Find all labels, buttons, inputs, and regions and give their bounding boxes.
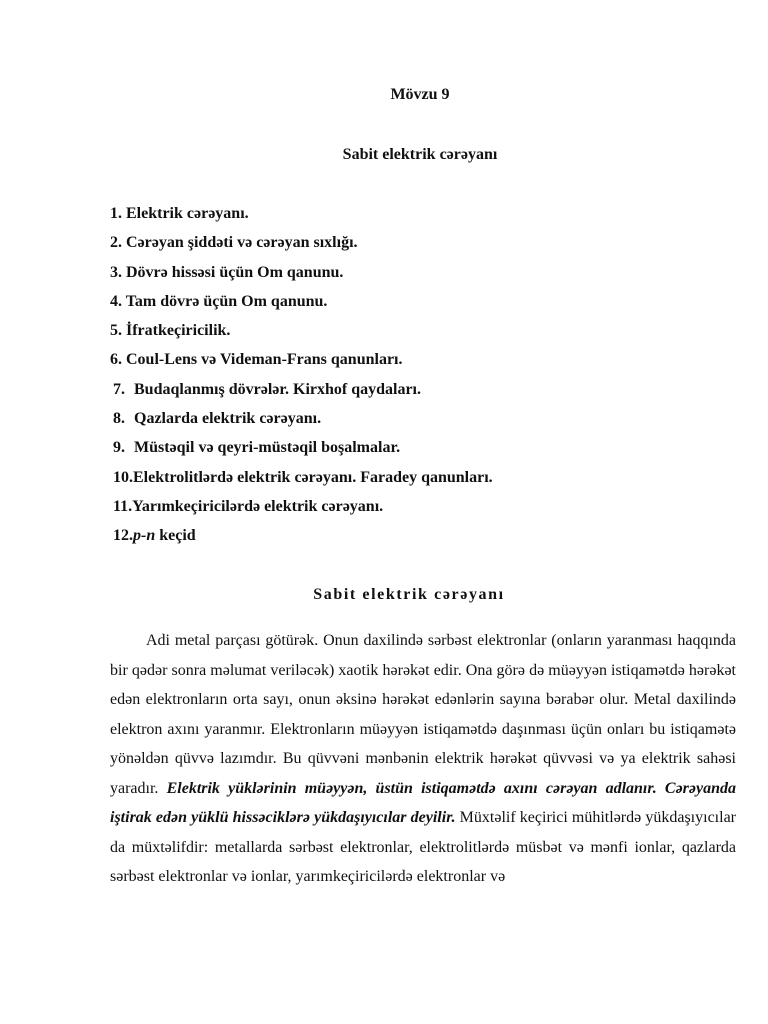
- toc-item: 9. Müstəqil və qeyri-müstəqil boşalmalar.: [113, 439, 401, 457]
- table-of-contents: [110, 204, 493, 556]
- topic-title: Mövzu 9: [390, 86, 450, 103]
- definition-emphasis: Elektrik yüklərinin müəyyən, üstün istiqamətdə axını cərəyan adlanır. Cərəyanda iştirak edən yüklü hissəciklərə yükdaşıyıcılar deyilir.: [110, 779, 736, 826]
- toc-item: 3. Dövrə hissəsi üçün Om qanunu.: [110, 263, 344, 281]
- section-heading: Sabit elektrik cərəyanı: [313, 586, 505, 603]
- body-paragraph: [110, 626, 736, 892]
- toc-item: 4. Tam dövrə üçün Om qanunu.: [110, 292, 328, 310]
- toc-item: 1. Elektrik cərəyanı.: [110, 205, 249, 222]
- toc-item: 2. Cərəyan şiddəti və cərəyan sıxlığı.: [110, 234, 358, 252]
- toc-item: 7. Budaqlanmış dövrələr. Kirxhof qaydaları.: [113, 380, 421, 398]
- toc-item: 6. Coul-Lens və Videman-Frans qanunları.: [110, 351, 403, 369]
- toc-item: 12.p-n keçid: [113, 527, 196, 545]
- document-subtitle: Sabit elektrik cərəyanı: [342, 146, 498, 163]
- toc-item: 10.Elektrolitlərdə elektrik cərəyanı. Faradey qanunları.: [113, 468, 493, 486]
- toc-item: 11.Yarımkeçiricilərdə elektrik cərəyanı.: [113, 497, 384, 515]
- paragraph-text-continued: Müxtəlif keçirici mühitlərdə yükdaşıyıcılar da müxtəlifdir: metallarda sərbəst elektronlar, elektrolitlərdə müsbət və mənfi ionlar, qazlarda sərbəst elektronlar və ionlar, yarımkeçiricilərdə elektronlar və: [110, 809, 736, 885]
- toc-item: 5. İfratkeçiricilik.: [110, 322, 231, 340]
- toc-item: 8. Qazlarda elektrik cərəyanı.: [113, 410, 322, 428]
- paragraph-text: Adi metal parçası götürək. Onun daxilində sərbəst elektronlar (onların yaranması haqqında bir qədər sonra məlumat veriləcək) xaotik hərəkət edir. Ona görə də müəyyən istiqamətdə hərəkət edən elektronların orta sayı, onun əksinə hərəkət edənlərin sayına bərabər olur. Metal daxilində elektron axını yaranmır. Elektronların müəyyən istiqamətdə daşınması üçün onları bu istiqamətə yönəldən qüvvə lazımdır. Bu qüvvəni mənbənin elektrik hərəkət qüvvəsi və ya elektrik sahəsi yaradır.: [110, 632, 736, 797]
